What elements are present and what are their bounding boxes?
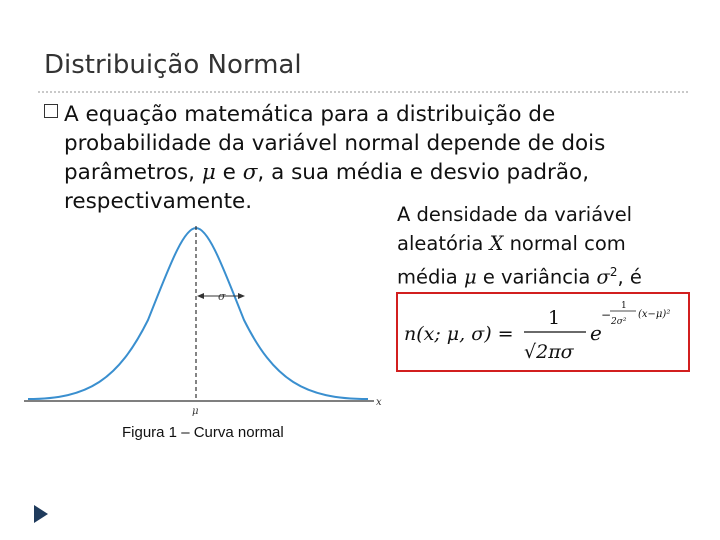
exponent-denominator: 2σ² — [611, 317, 627, 327]
density-description — [397, 200, 697, 292]
bullet-line-3-pre: parâmetros, — [64, 160, 202, 185]
density-line-1: A densidade da variável — [397, 203, 633, 226]
formula-lhs: n(x; μ, σ) = — [404, 323, 514, 345]
formula-numerator: 1 — [548, 307, 561, 329]
sigma-arrowhead-left — [197, 293, 204, 299]
normal-curve — [28, 228, 368, 399]
density-line-3-pre: média — [397, 265, 464, 289]
mu-axis-label: μ — [192, 406, 199, 417]
variance-exponent: 2 — [609, 265, 618, 279]
x-variable-symbol: X — [489, 232, 504, 255]
formula-graphic — [398, 294, 688, 370]
sigma-symbol-side: σ — [596, 265, 610, 289]
exponent-tail: (x−μ)² — [638, 309, 671, 320]
title-divider — [38, 91, 688, 93]
density-line-3 — [397, 258, 697, 292]
bullet-line-1: A equação matemática para a distribuição de — [64, 102, 556, 127]
mu-symbol: μ — [201, 160, 216, 185]
exponent-numerator: 1 — [621, 301, 627, 311]
bullet-line-2: probabilidade da variável normal depende de dois — [64, 131, 606, 156]
normal-curve-figure — [18, 220, 388, 420]
density-line-2-post: normal com — [503, 232, 626, 255]
sigma-label: σ — [218, 290, 226, 303]
figure-top-mask — [254, 196, 384, 226]
bullet-line-3-mid: e — [215, 160, 243, 185]
play-arrow-icon[interactable] — [34, 505, 48, 523]
density-line-2 — [397, 229, 697, 258]
figure-caption: Figura 1 – Curva normal — [122, 424, 284, 441]
sigma-arrowhead-right — [238, 293, 245, 299]
mu-symbol-side: μ — [463, 265, 477, 289]
bullet-line-3-post: , a sua média e desvio padrão, — [257, 160, 590, 185]
bullet-line-3 — [64, 158, 684, 187]
slide-title: Distribuição Normal — [44, 50, 302, 80]
formula-e: e — [590, 321, 602, 345]
normal-density-formula — [396, 292, 690, 372]
sigma-symbol: σ — [242, 160, 258, 185]
bullet-line-4: respectivamente. — [64, 189, 253, 214]
density-line-3-post: , é — [617, 265, 642, 289]
density-line-2-pre: aleatória — [397, 232, 490, 255]
density-line-3-mid: e variância — [476, 265, 597, 289]
bullet-box-icon — [44, 104, 58, 118]
exponent-minus: − — [601, 308, 612, 322]
formula-denominator: √2πσ — [524, 341, 574, 363]
x-axis-label: x — [376, 397, 382, 408]
